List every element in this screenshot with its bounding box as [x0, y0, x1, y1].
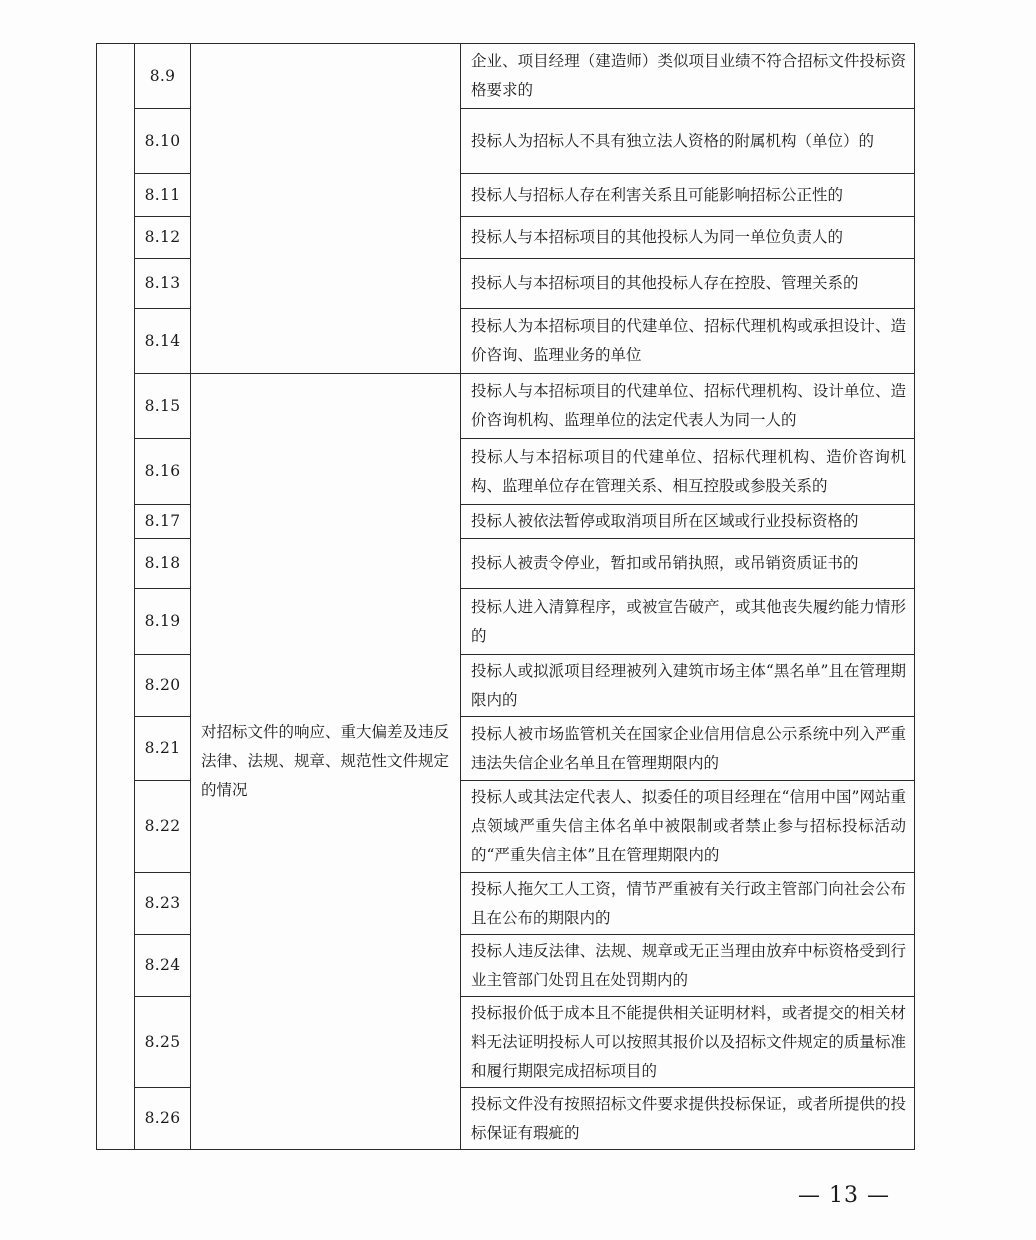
- item-number: 8.21: [135, 717, 191, 781]
- page-number: — 13 —: [798, 1183, 890, 1208]
- item-number: 8.20: [135, 655, 191, 717]
- item-number: 8.25: [135, 997, 191, 1088]
- item-number: 8.23: [135, 873, 191, 935]
- item-description: 投标人与招标人存在利害关系且可能影响招标公正性的: [461, 174, 915, 217]
- item-description: 投标人与本招标项目的其他投标人为同一单位负责人的: [461, 217, 915, 259]
- item-number: 8.24: [135, 935, 191, 997]
- factor-cell-group-1: [191, 44, 461, 374]
- item-description: 投标人或拟派项目经理被列入建筑市场主体“黑名单”且在管理期限内的: [461, 655, 915, 717]
- item-description: 投标人被依法暂停或取消项目所在区域或行业投标资格的: [461, 505, 915, 539]
- criteria-table: [96, 43, 915, 1150]
- table-row: [97, 374, 915, 439]
- item-description: 投标人进入清算程序，或被宣告破产，或其他丧失履约能力情形的: [461, 589, 915, 655]
- item-description: 投标人与本招标项目的代建单位、招标代理机构、设计单位、造价咨询机构、监理单位的法定代表人为同一人的: [461, 374, 915, 439]
- item-number: 8.10: [135, 109, 191, 174]
- item-description: 投标人与本招标项目的其他投标人存在控股、管理关系的: [461, 259, 915, 309]
- item-number: 8.13: [135, 259, 191, 309]
- table-row: [97, 44, 915, 109]
- item-description: 投标人被责令停业，暂扣或吊销执照，或吊销资质证书的: [461, 539, 915, 589]
- item-description: 投标文件没有按照招标文件要求提供投标保证，或者所提供的投标保证有瑕疵的: [461, 1088, 915, 1150]
- item-description: 投标人与本招标项目的代建单位、招标代理机构、造价咨询机构、监理单位存在管理关系、相互控股或参股关系的: [461, 439, 915, 505]
- item-number: 8.14: [135, 309, 191, 374]
- item-number: 8.9: [135, 44, 191, 109]
- category-cell: [97, 44, 135, 1150]
- item-number: 8.17: [135, 505, 191, 539]
- item-number: 8.12: [135, 217, 191, 259]
- item-number: 8.26: [135, 1088, 191, 1150]
- item-description: 投标人为本招标项目的代建单位、招标代理机构或承担设计、造价咨询、监理业务的单位: [461, 309, 915, 374]
- item-number: 8.19: [135, 589, 191, 655]
- item-description: 投标人被市场监管机关在国家企业信用信息公示系统中列入严重违法失信企业名单且在管理期限内的: [461, 717, 915, 781]
- factor-label: 对招标文件的响应、重大偏差及违反法律、法规、规章、规范性文件规定的情况: [201, 723, 450, 799]
- item-description: 投标报价低于成本且不能提供相关证明材料，或者提交的相关材料无法证明投标人可以按照其报价以及招标文件规定的质量标准和履行期限完成招标项目的: [461, 997, 915, 1088]
- item-description: 投标人违反法律、法规、规章或无正当理由放弃中标资格受到行业主管部门处罚且在处罚期内的: [461, 935, 915, 997]
- factor-cell-group-2: [191, 374, 461, 1150]
- item-number: 8.11: [135, 174, 191, 217]
- item-number: 8.22: [135, 781, 191, 873]
- item-number: 8.15: [135, 374, 191, 439]
- item-description: 投标人为招标人不具有独立法人资格的附属机构（单位）的: [461, 109, 915, 174]
- item-description: 投标人拖欠工人工资，情节严重被有关行政主管部门向社会公布且在公布的期限内的: [461, 873, 915, 935]
- item-description: 企业、项目经理（建造师）类似项目业绩不符合招标文件投标资格要求的: [461, 44, 915, 109]
- item-description: 投标人或其法定代表人、拟委任的项目经理在“信用中国”网站重点领域严重失信主体名单中被限制或者禁止参与招标投标活动的“严重失信主体”且在管理期限内的: [461, 781, 915, 873]
- item-number: 8.18: [135, 539, 191, 589]
- item-number: 8.16: [135, 439, 191, 505]
